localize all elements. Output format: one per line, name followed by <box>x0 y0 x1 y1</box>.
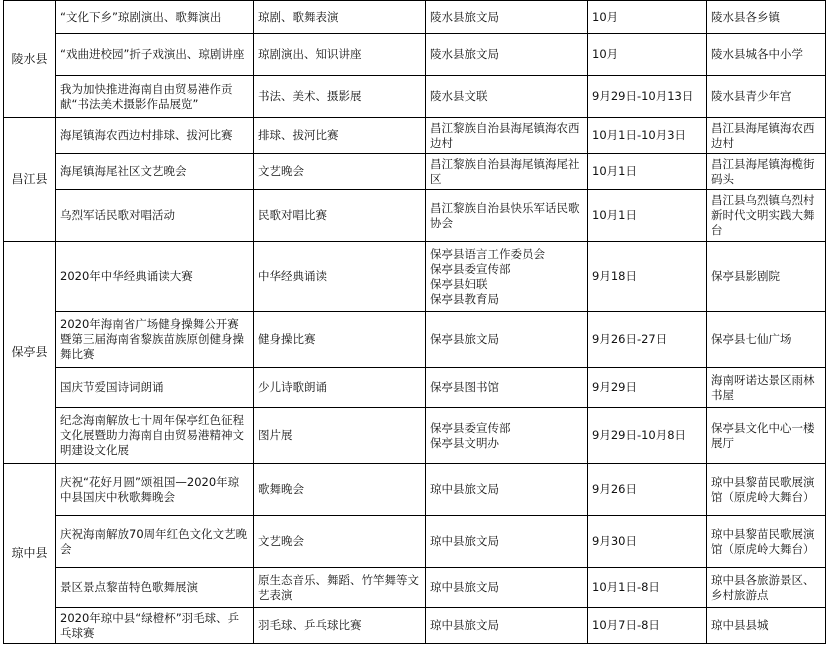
events-table-body <box>4 1 826 644</box>
table-row <box>4 608 826 644</box>
organizer-cell: 昌江黎族自治县海尾镇海尾社区 <box>426 154 588 190</box>
venue-cell: 保亭县七仙广场 <box>707 312 826 368</box>
activity-cell: 乌烈军话民歌对唱活动 <box>56 190 254 242</box>
county-cell: 昌江县 <box>4 118 56 242</box>
date-cell: 9月26日 <box>588 464 707 516</box>
activity-cell: 2020年海南省广场健身操舞公开赛暨第三届海南省黎族苗族原创健身操舞比赛 <box>56 312 254 368</box>
venue-cell: 昌江县乌烈镇乌烈村新时代文明实践大舞台 <box>707 190 826 242</box>
table-row <box>4 408 826 464</box>
activity-cell: 庆祝“花好月圆”颂祖国—2020年琼中县国庆中秋歌舞晚会 <box>56 464 254 516</box>
table-row <box>4 368 826 408</box>
type-cell: 健身操比赛 <box>254 312 426 368</box>
type-cell: 羽毛球、乒乓球比赛 <box>254 608 426 644</box>
date-cell: 9月30日 <box>588 516 707 568</box>
type-cell: 文艺晚会 <box>254 154 426 190</box>
county-cell: 琼中县 <box>4 464 56 644</box>
organizer-cell: 琼中县旅文局 <box>426 516 588 568</box>
date-cell: 9月18日 <box>588 242 707 312</box>
venue-cell: 保亭县文化中心一楼展厅 <box>707 408 826 464</box>
type-cell: 排球、拔河比赛 <box>254 118 426 154</box>
county-cell: 陵水县 <box>4 1 56 118</box>
date-cell: 10月1日 <box>588 154 707 190</box>
date-cell: 10月1日 <box>588 190 707 242</box>
activity-cell: 景区景点黎苗特色歌舞展演 <box>56 568 254 608</box>
venue-cell: 陵水县各乡镇 <box>707 1 826 34</box>
organizer-cell: 陵水县文联 <box>426 76 588 118</box>
venue-cell: 陵水县城各中小学 <box>707 34 826 76</box>
table-row <box>4 154 826 190</box>
type-cell: 原生态音乐、舞蹈、竹竿舞等文艺表演 <box>254 568 426 608</box>
type-cell: 少儿诗歌朗诵 <box>254 368 426 408</box>
date-cell: 9月29日 <box>588 368 707 408</box>
date-cell: 9月29日-10月8日 <box>588 408 707 464</box>
activity-cell: 2020年中华经典诵读大赛 <box>56 242 254 312</box>
activity-cell: 海尾镇海农西边村排球、拔河比赛 <box>56 118 254 154</box>
venue-cell: 昌江县海尾镇海榄街码头 <box>707 154 826 190</box>
table-row <box>4 464 826 516</box>
date-cell: 10月1日-10月3日 <box>588 118 707 154</box>
activity-cell: 海尾镇海尾社区文艺晚会 <box>56 154 254 190</box>
venue-cell: 琼中县各旅游景区、乡村旅游点 <box>707 568 826 608</box>
type-cell: 琼剧、歌舞表演 <box>254 1 426 34</box>
activity-cell: “戏曲进校园”折子戏演出、琼剧讲座 <box>56 34 254 76</box>
table-row <box>4 312 826 368</box>
type-cell: 民歌对唱比赛 <box>254 190 426 242</box>
activity-cell: 国庆节爱国诗词朗诵 <box>56 368 254 408</box>
organizer-cell: 保亭县委宣传部 保亭县文明办 <box>426 408 588 464</box>
table-row <box>4 242 826 312</box>
organizer-cell: 昌江黎族自治县海尾镇海农西边村 <box>426 118 588 154</box>
venue-cell: 琼中县黎苗民歌展演馆（原虎岭大舞台） <box>707 516 826 568</box>
date-cell: 10月 <box>588 34 707 76</box>
venue-cell: 昌江县海尾镇海农西边村 <box>707 118 826 154</box>
organizer-cell: 琼中县旅文局 <box>426 568 588 608</box>
county-cell: 保亭县 <box>4 242 56 464</box>
venue-cell: 琼中县县城 <box>707 608 826 644</box>
table-row <box>4 568 826 608</box>
type-cell: 歌舞晚会 <box>254 464 426 516</box>
date-cell: 10月1日-8日 <box>588 568 707 608</box>
date-cell: 9月29日-10月13日 <box>588 76 707 118</box>
venue-cell: 陵水县青少年宫 <box>707 76 826 118</box>
activity-cell: 我为加快推进海南自由贸易港作贡献“书法美术摄影作品展览” <box>56 76 254 118</box>
organizer-cell: 陵水县旅文局 <box>426 1 588 34</box>
type-cell: 琼剧演出、知识讲座 <box>254 34 426 76</box>
activity-cell: 纪念海南解放七十周年保亭红色征程文化展暨助力海南自由贸易港精神文明建设文化展 <box>56 408 254 464</box>
organizer-cell: 保亭县图书馆 <box>426 368 588 408</box>
organizer-cell: 琼中县旅文局 <box>426 608 588 644</box>
date-cell: 10月7日-8日 <box>588 608 707 644</box>
table-row <box>4 76 826 118</box>
type-cell: 图片展 <box>254 408 426 464</box>
activity-cell: 2020年琼中县“绿橙杯”羽毛球、乒乓球赛 <box>56 608 254 644</box>
table-row <box>4 1 826 34</box>
date-cell: 9月26日-27日 <box>588 312 707 368</box>
venue-cell: 保亭县影剧院 <box>707 242 826 312</box>
organizer-cell: 琼中县旅文局 <box>426 464 588 516</box>
events-table <box>3 0 826 644</box>
organizer-cell: 陵水县旅文局 <box>426 34 588 76</box>
venue-cell: 海南呀诺达景区雨林书屋 <box>707 368 826 408</box>
table-row <box>4 516 826 568</box>
table-row <box>4 118 826 154</box>
date-cell: 10月 <box>588 1 707 34</box>
activity-cell: 庆祝海南解放70周年红色文化文艺晚会 <box>56 516 254 568</box>
type-cell: 中华经典诵读 <box>254 242 426 312</box>
venue-cell: 琼中县黎苗民歌展演馆（原虎岭大舞台） <box>707 464 826 516</box>
table-row <box>4 34 826 76</box>
type-cell: 书法、美术、摄影展 <box>254 76 426 118</box>
organizer-cell: 昌江黎族自治县快乐军话民歌协会 <box>426 190 588 242</box>
type-cell: 文艺晚会 <box>254 516 426 568</box>
organizer-cell: 保亭县语言工作委员会 保亭县委宣传部 保亭县妇联 保亭县教育局 <box>426 242 588 312</box>
organizer-cell: 保亭县旅文局 <box>426 312 588 368</box>
table-row <box>4 190 826 242</box>
activity-cell: “文化下乡”琼剧演出、歌舞演出 <box>56 1 254 34</box>
